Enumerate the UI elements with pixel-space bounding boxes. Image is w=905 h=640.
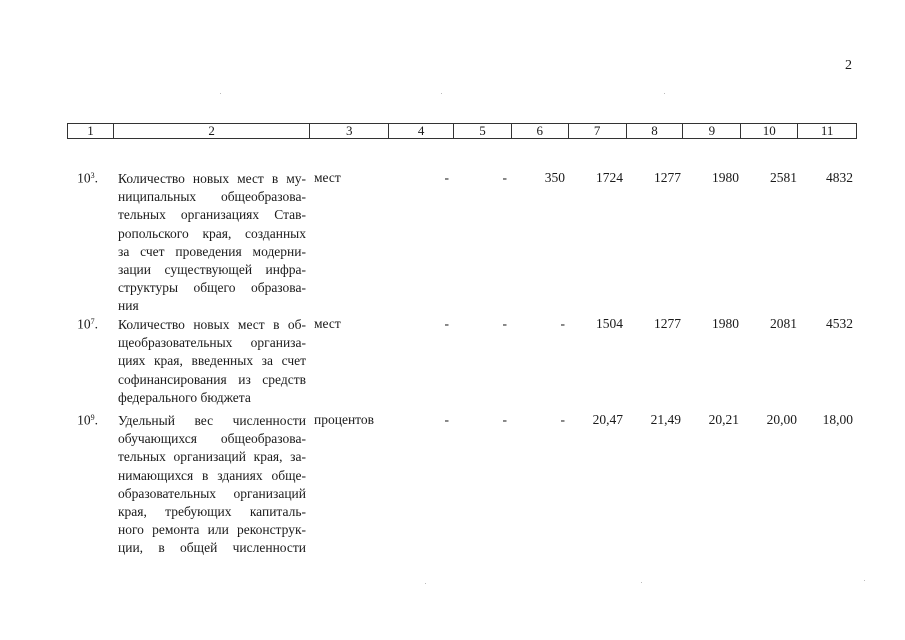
value-cell: 2081 xyxy=(770,316,797,331)
description-line: тельных организациях Став- xyxy=(118,207,306,223)
scan-speck xyxy=(220,93,221,94)
description-line: тельных организаций края, за- xyxy=(118,449,306,465)
row-number: $10^7$. xyxy=(77,316,98,332)
value-cell: 21,49 xyxy=(650,412,681,427)
value-cell: 20,47 xyxy=(592,412,623,427)
description-line: щеобразовательных организа- xyxy=(118,335,306,351)
value-cell: - xyxy=(502,412,507,427)
scan-speck xyxy=(664,93,665,94)
scan-speck xyxy=(641,582,642,583)
value-cell: 1277 xyxy=(654,170,681,185)
description-line: федерального бюджета xyxy=(118,389,251,405)
description-line: софинансирования из средств xyxy=(118,371,306,387)
value-cell: 1724 xyxy=(596,170,623,185)
scan-speck xyxy=(441,93,442,94)
indicator-description xyxy=(118,412,306,558)
value-cell: 18,00 xyxy=(822,412,853,427)
column-number: 6 xyxy=(512,124,569,138)
value-cell: 1504 xyxy=(596,316,623,331)
value-cell: 350 xyxy=(544,170,565,185)
value-cell: - xyxy=(502,316,507,331)
value-cell: 2581 xyxy=(770,170,797,185)
description-line: ниципальных общеобразова- xyxy=(118,189,306,205)
description-line: ния xyxy=(118,298,139,314)
column-number: 3 xyxy=(310,124,389,138)
unit-of-measure: мест xyxy=(314,316,341,331)
description-line: зации существующей инфра- xyxy=(118,262,306,278)
description-line: края, требующих капиталь- xyxy=(118,504,306,520)
value-cell: - xyxy=(560,412,565,427)
indicator-description xyxy=(118,170,306,316)
row-number: $10^3$. xyxy=(77,170,98,186)
description-line: структуры общего образова- xyxy=(118,280,306,296)
description-line: за счет проведения модерни- xyxy=(118,243,306,259)
column-number: 7 xyxy=(569,124,627,138)
scan-speck xyxy=(864,580,865,581)
value-cell: 4832 xyxy=(826,170,853,185)
column-number: 10 xyxy=(741,124,798,138)
column-number-header xyxy=(67,123,857,139)
description-line: Количество новых мест в му- xyxy=(118,171,306,186)
description-line: ции, в общей численности xyxy=(118,540,306,556)
row-number: $10^9$. xyxy=(77,412,98,428)
column-number: 4 xyxy=(389,124,454,138)
description-line: обучающихся общеобразова- xyxy=(118,431,306,447)
value-cell: - xyxy=(560,316,565,331)
value-cell: - xyxy=(444,316,449,331)
column-number: 2 xyxy=(114,124,311,138)
column-number: 11 xyxy=(820,123,834,138)
value-cell: 20,00 xyxy=(766,412,797,427)
column-number: 1 xyxy=(68,124,114,138)
value-cell: 1277 xyxy=(654,316,681,331)
description-line: нимающихся в зданиях обще- xyxy=(118,467,306,483)
scan-speck xyxy=(425,583,426,584)
column-number: 9 xyxy=(683,124,741,138)
value-cell: - xyxy=(444,412,449,427)
value-cell: - xyxy=(502,170,507,185)
description-line: образовательных организаций xyxy=(118,485,306,501)
description-line: ропольского края, созданных xyxy=(118,225,306,241)
unit-of-measure: процентов xyxy=(314,412,375,427)
unit-of-measure: мест xyxy=(314,170,341,185)
column-number: 5 xyxy=(454,124,512,138)
value-cell: 1980 xyxy=(712,316,739,331)
description-line: ного ремонта или реконструк- xyxy=(118,522,306,538)
page-number: 2 xyxy=(845,58,852,73)
value-cell: - xyxy=(444,170,449,185)
value-cell: 1980 xyxy=(712,170,739,185)
value-cell: 20,21 xyxy=(708,412,739,427)
description-line: Удельный вес численности xyxy=(118,413,306,428)
description-line: циях края, введенных за счет xyxy=(118,353,306,369)
indicator-description xyxy=(118,316,306,407)
value-cell: 4532 xyxy=(826,316,853,331)
column-number: 8 xyxy=(627,124,684,138)
description-line: Количество новых мест в об- xyxy=(118,317,306,332)
